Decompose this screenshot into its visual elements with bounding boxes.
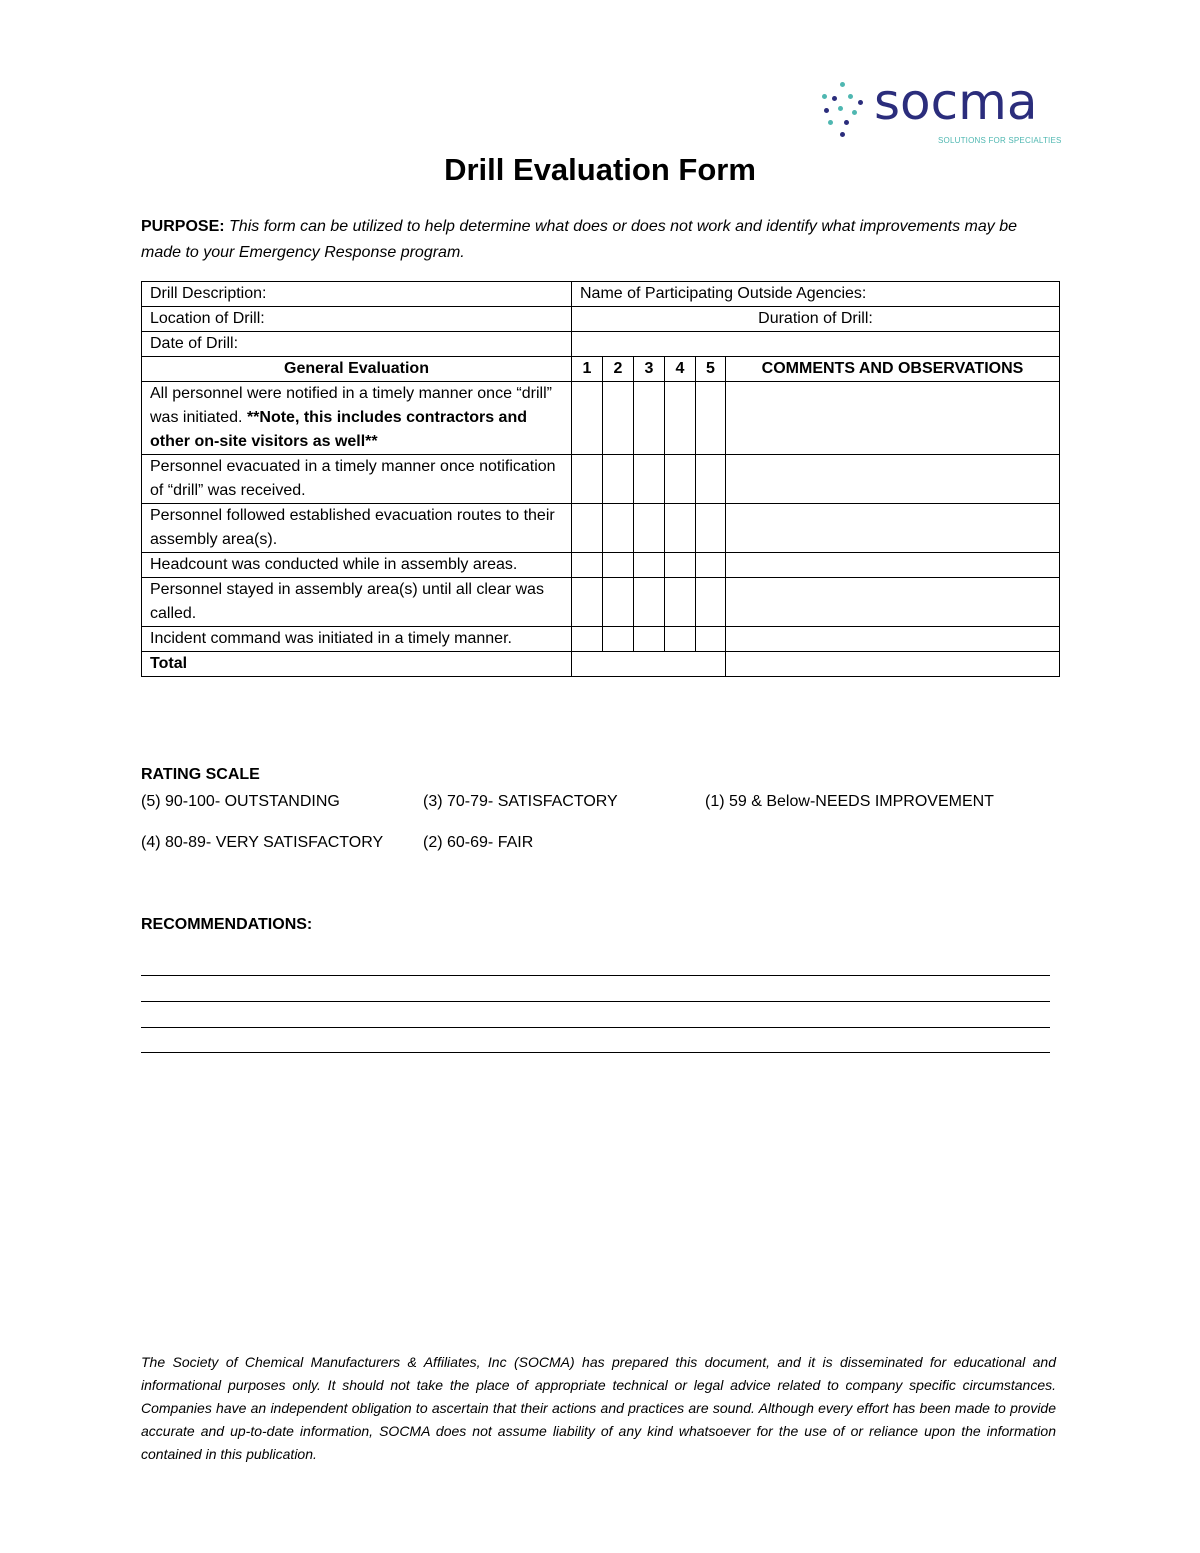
rating-scale-item: (1) 59 & Below-NEEDS IMPROVEMENT (705, 793, 994, 810)
evaluation-item: Personnel evacuated in a timely manner once notification of “drill” was received. (142, 455, 572, 504)
evaluation-item-note: **Note, this includes contractors and other on-site visitors as well** (150, 409, 527, 450)
date-blank-cell (572, 332, 1060, 357)
rating-cell[interactable] (696, 578, 726, 627)
disclaimer-text: The Society of Chemical Manufacturers & Affiliates, Inc (SOCMA) has prepared this document, and it is disseminated for educational and informational purposes only. It should not take the place of appropriate technical or legal advice related to company specific circumstances. Companies have an independent obligation to ascertain that their actions and practices are sound. Although every effort has been made to provide accurate and up-to-date information, SOCMA does not assume liability of any kind whatsoever for the use of or reliance upon the information contained in this publication. (141, 1354, 1056, 1462)
drill-description-field[interactable]: Drill Description: (142, 282, 572, 307)
table-row (142, 455, 1060, 504)
total-score-cell[interactable] (572, 652, 726, 677)
recommendation-line[interactable] (141, 1052, 1050, 1053)
location-row (142, 307, 1060, 332)
comments-cell[interactable] (726, 455, 1060, 504)
date-field[interactable]: Date of Drill: (142, 332, 572, 357)
logo-tagline: SOLUTIONS FOR SPECIALTIES (938, 136, 1062, 145)
table-row (142, 504, 1060, 553)
rating-cell[interactable] (665, 578, 696, 627)
table-row (142, 382, 1060, 455)
table-row (142, 578, 1060, 627)
comments-cell[interactable] (726, 382, 1060, 455)
molecule-dots-icon (818, 80, 878, 140)
rating-cell[interactable] (696, 382, 726, 455)
evaluation-item (142, 382, 572, 455)
socma-logo (818, 73, 1063, 150)
rating-cell[interactable] (634, 578, 665, 627)
evaluation-item: Incident command was initiated in a timely manner. (142, 627, 572, 652)
description-row (142, 282, 1060, 307)
rating-cell[interactable] (696, 455, 726, 504)
rating-cell[interactable] (572, 627, 603, 652)
rating-header-4: 4 (665, 357, 696, 382)
rating-cell[interactable] (696, 504, 726, 553)
rating-cell[interactable] (603, 504, 634, 553)
evaluation-item: Personnel stayed in assembly area(s) until all clear was called. (142, 578, 572, 627)
rating-header-5: 5 (696, 357, 726, 382)
rating-cell[interactable] (572, 382, 603, 455)
rating-cell[interactable] (665, 504, 696, 553)
recommendation-line[interactable] (141, 975, 1050, 976)
page-title: Drill Evaluation Form (444, 152, 756, 187)
rating-cell[interactable] (603, 627, 634, 652)
purpose-paragraph (141, 214, 1061, 266)
total-row (142, 652, 1060, 677)
rating-cell[interactable] (634, 627, 665, 652)
table-row (142, 627, 1060, 652)
comments-cell[interactable] (726, 504, 1060, 553)
table-row (142, 553, 1060, 578)
rating-header-2: 2 (603, 357, 634, 382)
rating-cell[interactable] (634, 455, 665, 504)
comments-cell[interactable] (726, 578, 1060, 627)
date-row (142, 332, 1060, 357)
rating-cell[interactable] (603, 455, 634, 504)
recommendation-line[interactable] (141, 1027, 1050, 1028)
rating-scale-heading: RATING SCALE (141, 766, 260, 783)
rating-scale-item: (3) 70-79- SATISFACTORY (423, 793, 618, 810)
evaluation-item: Headcount was conducted while in assembly areas. (142, 553, 572, 578)
comments-cell[interactable] (726, 553, 1060, 578)
evaluation-item: Personnel followed established evacuation routes to their assembly area(s). (142, 504, 572, 553)
comments-cell[interactable] (726, 627, 1060, 652)
rating-cell[interactable] (572, 455, 603, 504)
rating-header-1: 1 (572, 357, 603, 382)
total-comments-cell[interactable] (726, 652, 1060, 677)
evaluation-item-text: All personnel were notified in a timely manner once “drill” was initiated. (150, 385, 552, 426)
rating-cell[interactable] (634, 504, 665, 553)
rating-cell[interactable] (603, 553, 634, 578)
rating-scale-item: (5) 90-100- OUTSTANDING (141, 793, 340, 810)
rating-cell[interactable] (665, 553, 696, 578)
rating-cell[interactable] (665, 455, 696, 504)
recommendation-line[interactable] (141, 1001, 1050, 1002)
recommendations-heading: RECOMMENDATIONS: (141, 916, 313, 933)
header-row (142, 357, 1060, 382)
purpose-label: PURPOSE: (141, 218, 225, 235)
evaluation-table (141, 281, 1060, 677)
rating-cell[interactable] (572, 578, 603, 627)
rating-cell[interactable] (572, 504, 603, 553)
location-field[interactable]: Location of Drill: (142, 307, 572, 332)
general-evaluation-header: General Evaluation (142, 357, 572, 382)
rating-cell[interactable] (665, 627, 696, 652)
rating-cell[interactable] (634, 382, 665, 455)
comments-header: COMMENTS AND OBSERVATIONS (726, 357, 1060, 382)
logo-wordmark: socma (874, 73, 1038, 131)
rating-scale-item: (4) 80-89- VERY SATISFACTORY (141, 834, 384, 851)
rating-scale-item: (2) 60-69- FAIR (423, 834, 534, 851)
purpose-text: This form can be utilized to help determine what does or does not work and identify what improvements may be made to your Emergency Response program. (141, 218, 1017, 261)
rating-cell[interactable] (665, 382, 696, 455)
rating-cell[interactable] (696, 627, 726, 652)
rating-cell[interactable] (696, 553, 726, 578)
outside-agencies-field[interactable]: Name of Participating Outside Agencies: (572, 282, 1060, 307)
rating-cell[interactable] (572, 553, 603, 578)
duration-field[interactable]: Duration of Drill: (572, 307, 1060, 332)
rating-cell[interactable] (634, 553, 665, 578)
total-label: Total (142, 652, 572, 677)
rating-header-3: 3 (634, 357, 665, 382)
rating-cell[interactable] (603, 578, 634, 627)
rating-cell[interactable] (603, 382, 634, 455)
